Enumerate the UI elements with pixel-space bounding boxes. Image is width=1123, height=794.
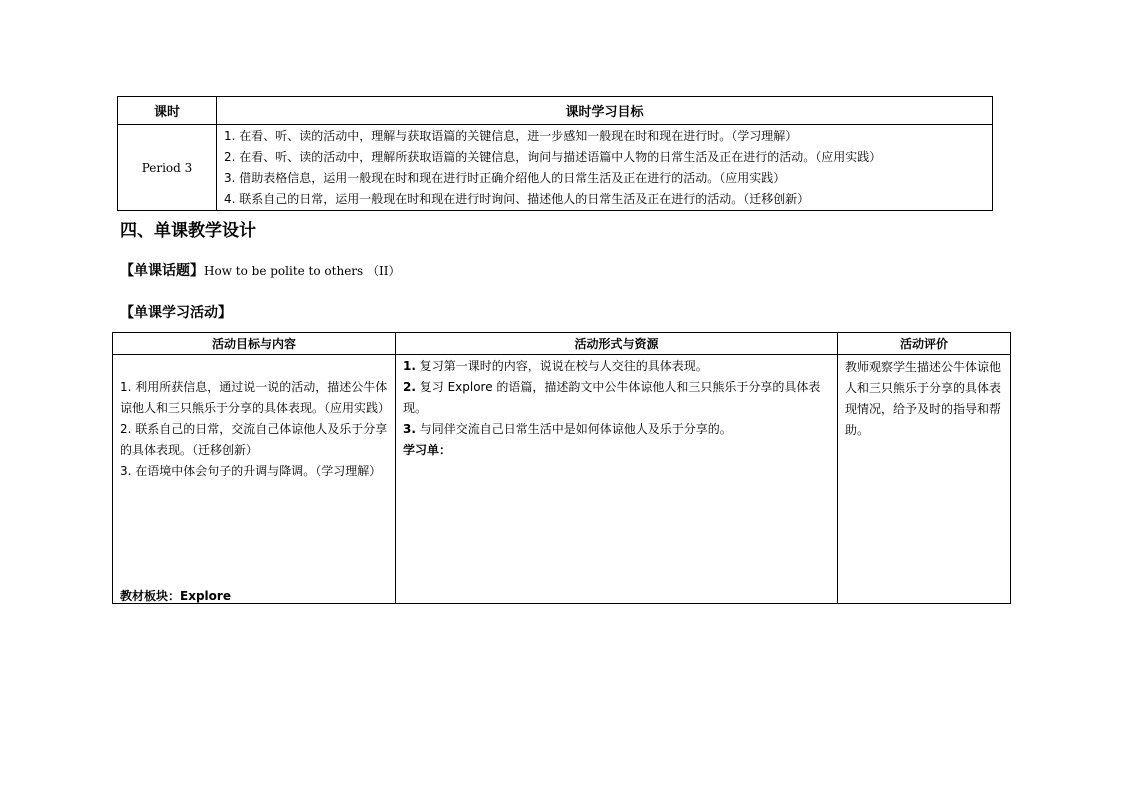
form-text: 与同伴交流自己日常生活中是如何体谅他人及乐于分享的。 xyxy=(419,422,732,436)
objective-item: 2. 联系自己的日常，交流自己体谅他人及乐于分享的具体表现。（迁移创新） xyxy=(120,422,388,457)
period-cell: Period 3 xyxy=(118,125,217,211)
form-item xyxy=(403,356,833,377)
goal-item: 2. 在看、听、读的活动中，理解所获取语篇的关键信息，询问与描述语篇中人物的日常生活及正在进行的活动。（应用实践） xyxy=(224,150,882,164)
worksheet-label: 学习单： xyxy=(403,443,452,457)
goals-cell xyxy=(217,125,993,211)
header-objectives: 活动目标与内容 xyxy=(113,333,396,355)
header-period: 课时 xyxy=(118,97,217,125)
header-forms: 活动形式与资源 xyxy=(396,333,838,355)
goal-item: 1. 在看、听、读的活动中，理解与获取语篇的关键信息，进一步感知一般现在时和现在进行时。（学习理解） xyxy=(224,129,798,143)
objectives-cell xyxy=(113,355,396,604)
form-text: 复习 Explore 的语篇，描述韵文中公牛体谅他人和三只熊乐于分享的具体表现。 xyxy=(403,380,821,415)
section-heading: 四、单课教学设计 xyxy=(120,221,256,241)
form-number: 1. xyxy=(403,359,416,373)
goal-item: 4. 联系自己的日常，运用一般现在时和现在进行时询问、描述他人的日常生活及正在进行的活动。（迁移创新） xyxy=(224,192,810,206)
topic-label: 【单课话题】 xyxy=(120,263,204,279)
form-number: 2. xyxy=(403,380,416,394)
form-text: 复习第一课时的内容，说说在校与人交往的具体表现。 xyxy=(419,359,708,373)
form-number: 3. xyxy=(403,422,416,436)
goal-item: 3. 借助表格信息，运用一般现在时和现在进行时正确介绍他人的日常生活及正在进行的活动。（应用实践） xyxy=(224,171,786,185)
objective-item: 3. 在语境中体会句子的升调与降调。（学习理解） xyxy=(120,464,382,478)
module-value: Explore xyxy=(180,589,231,603)
header-goals: 课时学习目标 xyxy=(217,97,993,125)
evaluation-cell: 教师观察学生描述公牛体谅他人和三只熊乐于分享的具体表现情况，给予及时的指导和帮助。 xyxy=(838,355,1011,604)
activities-label: 【单课学习活动】 xyxy=(120,305,232,321)
objective-item: 1. 利用所获信息，通过说一说的活动，描述公牛体谅他人和三只熊乐于分享的具体表现。（应用实践） xyxy=(120,380,391,415)
form-item xyxy=(403,419,833,440)
header-evaluation: 活动评价 xyxy=(838,333,1011,355)
topic-value: How to be polite to others （II） xyxy=(204,264,401,278)
forms-cell xyxy=(396,355,838,604)
form-item xyxy=(403,377,833,419)
period-objectives-table xyxy=(117,96,993,211)
lesson-topic xyxy=(120,262,400,281)
learning-activities-table xyxy=(112,332,1011,604)
textbook-module xyxy=(120,586,231,607)
module-label: 教材板块： xyxy=(120,589,181,603)
